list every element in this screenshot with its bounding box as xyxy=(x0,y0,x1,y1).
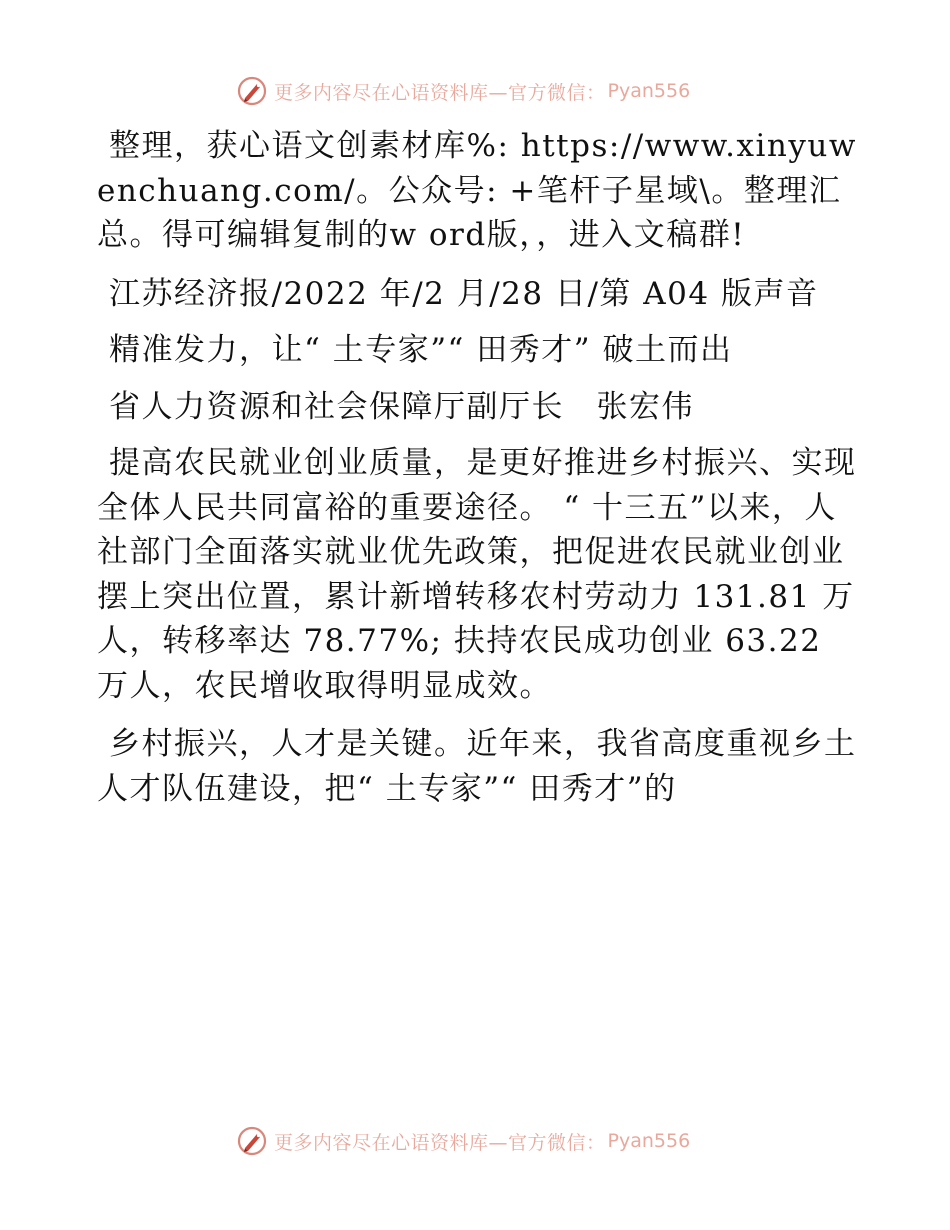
pen-logo-icon xyxy=(236,75,268,107)
banner-wechat-id: Pyan556 xyxy=(607,1130,691,1152)
pen-logo-icon xyxy=(236,1125,268,1157)
document-body xyxy=(97,124,857,811)
body-paragraph: 乡村振兴，人才是关键。近年来，我省高度重视乡土人才队伍建设，把“ 土专家”“ 田秀才”的 xyxy=(97,726,857,807)
banner-text: 更多内容尽在心语资料库—官方微信： xyxy=(274,1131,606,1154)
source-note-paragraph: 整理，获心语文创素材库%: https://www.xinyuwenchuang.com/。公众号: +笔杆子星域\。整理汇总。得可编辑复制的w ord版，，进入文稿群! xyxy=(97,128,857,253)
footer-watermark-banner xyxy=(236,1124,690,1158)
article-title: 精准发力，让“ 土专家”“ 田秀才” 破土而出 xyxy=(109,332,733,368)
banner-text: 更多内容尽在心语资料库—官方微信： xyxy=(274,81,606,104)
publication-line: 江苏经济报/2022 年/2 月/28 日/第 A04 版声音 xyxy=(109,275,819,312)
header-watermark-banner xyxy=(236,74,690,108)
banner-wechat-id: Pyan556 xyxy=(607,80,691,102)
author-line: 省人力资源和社会保障厅副厅长 张宏伟 xyxy=(109,388,694,425)
body-paragraph: 提高农民就业创业质量，是更好推进乡村振兴、实现全体人民共同富裕的重要途径。 “ 十三五”以来，人社部门全面落实就业优先政策，把促进农民就业创业摆上突出位置，累计新增转移农村劳动力 131.81 万人，转移率达 78.77%; 扶持农民成功创业 63.22 万人，农民增收取得明显成效。 xyxy=(97,445,857,704)
